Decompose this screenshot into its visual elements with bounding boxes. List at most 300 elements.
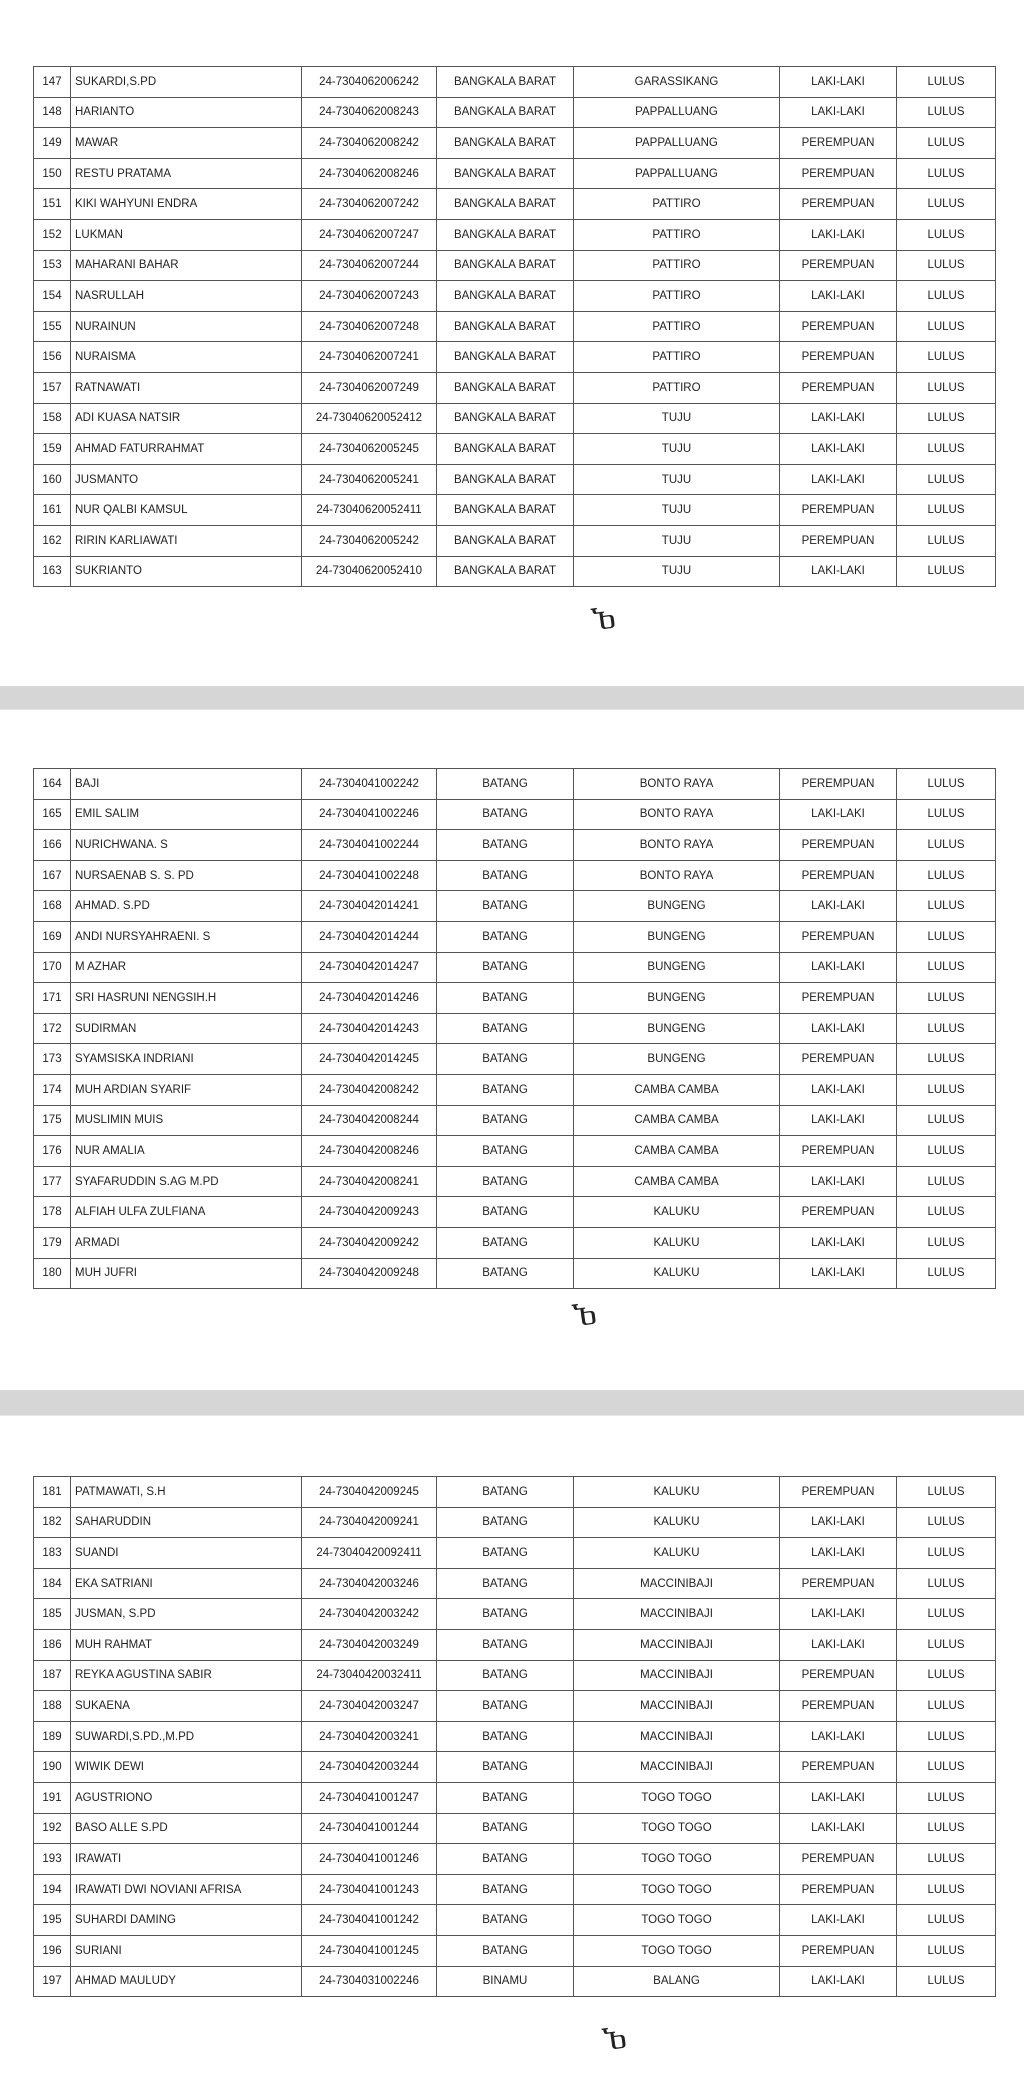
gender-cell: PEREMPUAN xyxy=(780,1197,897,1228)
row-number: 149 xyxy=(34,128,71,159)
participant-name: EMIL SALIM xyxy=(71,799,302,830)
table-row xyxy=(34,1629,996,1660)
table-row xyxy=(34,1844,996,1875)
participant-name: AHMAD MAULUDY xyxy=(71,1966,302,1997)
document-page-2 xyxy=(0,710,1024,1390)
status-cell: LULUS xyxy=(897,97,996,128)
district-cell: BATANG xyxy=(437,1660,574,1691)
participant-number: 24-7304041001242 xyxy=(302,1905,437,1936)
row-number: 179 xyxy=(34,1227,71,1258)
district-cell: BANGKALA BARAT xyxy=(437,250,574,281)
participant-name: SRI HASRUNI NENGSIH.H xyxy=(71,983,302,1014)
participant-name: RATNAWATI xyxy=(71,372,302,403)
gender-cell: PEREMPUAN xyxy=(780,158,897,189)
participant-number: 24-7304042009245 xyxy=(302,1477,437,1508)
village-cell: TOGO TOGO xyxy=(574,1844,780,1875)
participant-number: 24-7304041001243 xyxy=(302,1874,437,1905)
status-cell: LULUS xyxy=(897,891,996,922)
district-cell: BATANG xyxy=(437,1538,574,1569)
district-cell: BATANG xyxy=(437,1691,574,1722)
district-cell: BATANG xyxy=(437,1752,574,1783)
village-cell: PATTIRO xyxy=(574,219,780,250)
village-cell: PATTIRO xyxy=(574,342,780,373)
table-row xyxy=(34,1136,996,1167)
table-row xyxy=(34,1691,996,1722)
village-cell: MACCINIBAJI xyxy=(574,1691,780,1722)
status-cell: LULUS xyxy=(897,952,996,983)
status-cell: LULUS xyxy=(897,1074,996,1105)
district-cell: BANGKALA BARAT xyxy=(437,525,574,556)
row-number: 197 xyxy=(34,1966,71,1997)
participant-number: 24-7304042003242 xyxy=(302,1599,437,1630)
participant-number: 24-7304042014245 xyxy=(302,1044,437,1075)
participant-name: SUHARDI DAMING xyxy=(71,1905,302,1936)
district-cell: BANGKALA BARAT xyxy=(437,128,574,159)
document-page-3 xyxy=(0,1416,1024,2075)
village-cell: TUJU xyxy=(574,464,780,495)
district-cell: BANGKALA BARAT xyxy=(437,372,574,403)
row-number: 190 xyxy=(34,1752,71,1783)
table-row xyxy=(34,1874,996,1905)
status-cell: LULUS xyxy=(897,1258,996,1289)
gender-cell: PEREMPUAN xyxy=(780,1477,897,1508)
district-cell: BANGKALA BARAT xyxy=(437,281,574,312)
village-cell: CAMBA CAMBA xyxy=(574,1136,780,1167)
table-row xyxy=(34,830,996,861)
district-cell: BATANG xyxy=(437,1782,574,1813)
gender-cell: LAKI-LAKI xyxy=(780,1629,897,1660)
gender-cell: PEREMPUAN xyxy=(780,860,897,891)
row-number: 164 xyxy=(34,769,71,800)
table-row xyxy=(34,1166,996,1197)
participant-number: 24-7304062007249 xyxy=(302,372,437,403)
status-cell: LULUS xyxy=(897,1568,996,1599)
status-cell: LULUS xyxy=(897,799,996,830)
participant-number: 24-7304042014247 xyxy=(302,952,437,983)
participant-name: MUH JUFRI xyxy=(71,1258,302,1289)
village-cell: CAMBA CAMBA xyxy=(574,1105,780,1136)
status-cell: LULUS xyxy=(897,921,996,952)
table-row xyxy=(34,891,996,922)
village-cell: MACCINIBAJI xyxy=(574,1752,780,1783)
gender-cell: LAKI-LAKI xyxy=(780,1166,897,1197)
village-cell: MACCINIBAJI xyxy=(574,1629,780,1660)
participant-name: RIRIN KARLIAWATI xyxy=(71,525,302,556)
gender-cell: PEREMPUAN xyxy=(780,128,897,159)
table-row xyxy=(34,1044,996,1075)
table-row xyxy=(34,219,996,250)
gender-cell: LAKI-LAKI xyxy=(780,1782,897,1813)
participant-name: ALFIAH ULFA ZULFIANA xyxy=(71,1197,302,1228)
gender-cell: LAKI-LAKI xyxy=(780,1105,897,1136)
village-cell: BONTO RAYA xyxy=(574,830,780,861)
participant-name: MUH ARDIAN SYARIF xyxy=(71,1074,302,1105)
row-number: 173 xyxy=(34,1044,71,1075)
row-number: 147 xyxy=(34,67,71,98)
village-cell: PAPPALLUANG xyxy=(574,97,780,128)
village-cell: BONTO RAYA xyxy=(574,769,780,800)
district-cell: BANGKALA BARAT xyxy=(437,403,574,434)
village-cell: BUNGENG xyxy=(574,952,780,983)
table-row xyxy=(34,1105,996,1136)
table-row xyxy=(34,952,996,983)
gender-cell: LAKI-LAKI xyxy=(780,799,897,830)
initial-mark: Ⴆ xyxy=(571,1300,599,1334)
participant-name: MAHARANI BAHAR xyxy=(71,250,302,281)
participant-name: AHMAD FATURRAHMAT xyxy=(71,434,302,465)
status-cell: LULUS xyxy=(897,1966,996,1997)
participant-number: 24-7304041002244 xyxy=(302,830,437,861)
district-cell: BATANG xyxy=(437,769,574,800)
gender-cell: PEREMPUAN xyxy=(780,1568,897,1599)
district-cell: BANGKALA BARAT xyxy=(437,311,574,342)
table-row xyxy=(34,372,996,403)
village-cell: TUJU xyxy=(574,556,780,587)
table-row xyxy=(34,1813,996,1844)
participant-name: JUSMAN, S.PD xyxy=(71,1599,302,1630)
gender-cell: PEREMPUAN xyxy=(780,311,897,342)
gender-cell: LAKI-LAKI xyxy=(780,434,897,465)
village-cell: TOGO TOGO xyxy=(574,1813,780,1844)
table-row xyxy=(34,403,996,434)
row-number: 167 xyxy=(34,860,71,891)
gender-cell: LAKI-LAKI xyxy=(780,1074,897,1105)
table-row xyxy=(34,1935,996,1966)
roster-table-page-1 xyxy=(33,66,996,587)
table-row xyxy=(34,1258,996,1289)
district-cell: BATANG xyxy=(437,1258,574,1289)
district-cell: BANGKALA BARAT xyxy=(437,434,574,465)
village-cell: TOGO TOGO xyxy=(574,1874,780,1905)
row-number: 163 xyxy=(34,556,71,587)
gender-cell: PEREMPUAN xyxy=(780,372,897,403)
participant-number: 24-7304042009242 xyxy=(302,1227,437,1258)
row-number: 193 xyxy=(34,1844,71,1875)
village-cell: BUNGENG xyxy=(574,921,780,952)
status-cell: LULUS xyxy=(897,311,996,342)
village-cell: KALUKU xyxy=(574,1197,780,1228)
gender-cell: LAKI-LAKI xyxy=(780,403,897,434)
participant-name: ADI KUASA NATSIR xyxy=(71,403,302,434)
status-cell: LULUS xyxy=(897,1166,996,1197)
participant-name: NURICHWANA. S xyxy=(71,830,302,861)
village-cell: TUJU xyxy=(574,434,780,465)
village-cell: TOGO TOGO xyxy=(574,1782,780,1813)
participant-name: PATMAWATI, S.H xyxy=(71,1477,302,1508)
participant-number: 24-7304062005242 xyxy=(302,525,437,556)
participant-number: 24-7304062005241 xyxy=(302,464,437,495)
row-number: 160 xyxy=(34,464,71,495)
roster-body-page-1 xyxy=(34,67,996,587)
participant-number: 24-7304042003244 xyxy=(302,1752,437,1783)
status-cell: LULUS xyxy=(897,189,996,220)
gender-cell: PEREMPUAN xyxy=(780,1844,897,1875)
village-cell: BONTO RAYA xyxy=(574,860,780,891)
district-cell: BATANG xyxy=(437,1629,574,1660)
district-cell: BATANG xyxy=(437,1044,574,1075)
participant-name: RESTU PRATAMA xyxy=(71,158,302,189)
village-cell: MACCINIBAJI xyxy=(574,1660,780,1691)
participant-number: 24-7304062007243 xyxy=(302,281,437,312)
participant-name: SUANDI xyxy=(71,1538,302,1569)
participant-number: 24-7304062008242 xyxy=(302,128,437,159)
row-number: 155 xyxy=(34,311,71,342)
row-number: 188 xyxy=(34,1691,71,1722)
village-cell: CAMBA CAMBA xyxy=(574,1166,780,1197)
participant-number: 24-73040420032411 xyxy=(302,1660,437,1691)
table-row xyxy=(34,128,996,159)
participant-name: NUR AMALIA xyxy=(71,1136,302,1167)
village-cell: KALUKU xyxy=(574,1507,780,1538)
row-number: 162 xyxy=(34,525,71,556)
participant-name: REYKA AGUSTINA SABIR xyxy=(71,1660,302,1691)
participant-name: NURAINUN xyxy=(71,311,302,342)
village-cell: MACCINIBAJI xyxy=(574,1568,780,1599)
district-cell: BATANG xyxy=(437,921,574,952)
table-row xyxy=(34,1477,996,1508)
district-cell: BATANG xyxy=(437,1874,574,1905)
participant-number: 24-7304062007242 xyxy=(302,189,437,220)
row-number: 195 xyxy=(34,1905,71,1936)
initial-mark: Ⴆ xyxy=(590,604,618,638)
status-cell: LULUS xyxy=(897,1013,996,1044)
participant-name: KIKI WAHYUNI ENDRA xyxy=(71,189,302,220)
village-cell: KALUKU xyxy=(574,1538,780,1569)
village-cell: BUNGENG xyxy=(574,983,780,1014)
status-cell: LULUS xyxy=(897,769,996,800)
gender-cell: LAKI-LAKI xyxy=(780,1507,897,1538)
row-number: 177 xyxy=(34,1166,71,1197)
row-number: 187 xyxy=(34,1660,71,1691)
status-cell: LULUS xyxy=(897,464,996,495)
gender-cell: LAKI-LAKI xyxy=(780,1599,897,1630)
participant-number: 24-7304062007244 xyxy=(302,250,437,281)
row-number: 175 xyxy=(34,1105,71,1136)
participant-number: 24-73040420092411 xyxy=(302,1538,437,1569)
table-row xyxy=(34,342,996,373)
participant-number: 24-7304042003249 xyxy=(302,1629,437,1660)
district-cell: BANGKALA BARAT xyxy=(437,189,574,220)
status-cell: LULUS xyxy=(897,128,996,159)
status-cell: LULUS xyxy=(897,342,996,373)
district-cell: BANGKALA BARAT xyxy=(437,495,574,526)
village-cell: PATTIRO xyxy=(574,281,780,312)
district-cell: BANGKALA BARAT xyxy=(437,556,574,587)
village-cell: TUJU xyxy=(574,403,780,434)
participant-number: 24-7304062005245 xyxy=(302,434,437,465)
row-number: 184 xyxy=(34,1568,71,1599)
participant-number: 24-7304031002246 xyxy=(302,1966,437,1997)
gender-cell: PEREMPUAN xyxy=(780,1044,897,1075)
status-cell: LULUS xyxy=(897,1136,996,1167)
village-cell: BONTO RAYA xyxy=(574,799,780,830)
district-cell: BATANG xyxy=(437,1227,574,1258)
page-separator xyxy=(0,1390,1024,1416)
participant-number: 24-7304042014246 xyxy=(302,983,437,1014)
gender-cell: LAKI-LAKI xyxy=(780,67,897,98)
district-cell: BATANG xyxy=(437,952,574,983)
village-cell: KALUKU xyxy=(574,1477,780,1508)
status-cell: LULUS xyxy=(897,281,996,312)
row-number: 194 xyxy=(34,1874,71,1905)
row-number: 159 xyxy=(34,434,71,465)
participant-name: SUKRIANTO xyxy=(71,556,302,587)
participant-number: 24-7304042008244 xyxy=(302,1105,437,1136)
district-cell: BATANG xyxy=(437,1568,574,1599)
village-cell: TOGO TOGO xyxy=(574,1935,780,1966)
table-row xyxy=(34,1074,996,1105)
roster-body-page-2 xyxy=(34,769,996,1289)
status-cell: LULUS xyxy=(897,1227,996,1258)
participant-name: MUSLIMIN MUIS xyxy=(71,1105,302,1136)
status-cell: LULUS xyxy=(897,219,996,250)
district-cell: BATANG xyxy=(437,1136,574,1167)
status-cell: LULUS xyxy=(897,1044,996,1075)
village-cell: PATTIRO xyxy=(574,311,780,342)
row-number: 182 xyxy=(34,1507,71,1538)
gender-cell: LAKI-LAKI xyxy=(780,281,897,312)
participant-name: NURSAENAB S. S. PD xyxy=(71,860,302,891)
status-cell: LULUS xyxy=(897,525,996,556)
village-cell: KALUKU xyxy=(574,1227,780,1258)
roster-table-page-2 xyxy=(33,768,996,1289)
gender-cell: LAKI-LAKI xyxy=(780,556,897,587)
row-number: 150 xyxy=(34,158,71,189)
document-page-1 xyxy=(0,0,1024,686)
participant-name: IRAWATI xyxy=(71,1844,302,1875)
village-cell: TUJU xyxy=(574,495,780,526)
gender-cell: LAKI-LAKI xyxy=(780,97,897,128)
row-number: 172 xyxy=(34,1013,71,1044)
participant-name: BASO ALLE S.PD xyxy=(71,1813,302,1844)
status-cell: LULUS xyxy=(897,860,996,891)
row-number: 178 xyxy=(34,1197,71,1228)
district-cell: BATANG xyxy=(437,1197,574,1228)
roster-table-page-3 xyxy=(33,1476,996,1997)
status-cell: LULUS xyxy=(897,1691,996,1722)
status-cell: LULUS xyxy=(897,1813,996,1844)
status-cell: LULUS xyxy=(897,372,996,403)
gender-cell: PEREMPUAN xyxy=(780,342,897,373)
table-row xyxy=(34,1507,996,1538)
status-cell: LULUS xyxy=(897,1935,996,1966)
participant-number: 24-7304041001245 xyxy=(302,1935,437,1966)
participant-number: 24-73040620052410 xyxy=(302,556,437,587)
status-cell: LULUS xyxy=(897,1844,996,1875)
row-number: 181 xyxy=(34,1477,71,1508)
table-row xyxy=(34,556,996,587)
table-row xyxy=(34,311,996,342)
row-number: 196 xyxy=(34,1935,71,1966)
district-cell: BATANG xyxy=(437,1166,574,1197)
participant-name: IRAWATI DWI NOVIANI AFRISA xyxy=(71,1874,302,1905)
district-cell: BATANG xyxy=(437,1844,574,1875)
participant-number: 24-7304042014243 xyxy=(302,1013,437,1044)
participant-name: ARMADI xyxy=(71,1227,302,1258)
gender-cell: PEREMPUAN xyxy=(780,250,897,281)
row-number: 186 xyxy=(34,1629,71,1660)
village-cell: BUNGENG xyxy=(574,891,780,922)
table-row xyxy=(34,525,996,556)
participant-number: 24-7304042003247 xyxy=(302,1691,437,1722)
participant-number: 24-7304062007247 xyxy=(302,219,437,250)
row-number: 151 xyxy=(34,189,71,220)
participant-name: NASRULLAH xyxy=(71,281,302,312)
participant-number: 24-7304041001246 xyxy=(302,1844,437,1875)
village-cell: BALANG xyxy=(574,1966,780,1997)
row-number: 156 xyxy=(34,342,71,373)
village-cell: GARASSIKANG xyxy=(574,67,780,98)
village-cell: TUJU xyxy=(574,525,780,556)
status-cell: LULUS xyxy=(897,67,996,98)
gender-cell: PEREMPUAN xyxy=(780,1935,897,1966)
row-number: 148 xyxy=(34,97,71,128)
village-cell: PATTIRO xyxy=(574,189,780,220)
initial-mark: Ⴆ xyxy=(601,2024,629,2058)
participant-name: AGUSTRIONO xyxy=(71,1782,302,1813)
gender-cell: PEREMPUAN xyxy=(780,1874,897,1905)
district-cell: BATANG xyxy=(437,1507,574,1538)
participant-name: HARIANTO xyxy=(71,97,302,128)
participant-name: SYAMSISKA INDRIANI xyxy=(71,1044,302,1075)
table-row xyxy=(34,1905,996,1936)
participant-number: 24-7304042008246 xyxy=(302,1136,437,1167)
gender-cell: LAKI-LAKI xyxy=(780,219,897,250)
district-cell: BATANG xyxy=(437,860,574,891)
participant-number: 24-7304042008241 xyxy=(302,1166,437,1197)
table-row xyxy=(34,860,996,891)
table-row xyxy=(34,1568,996,1599)
row-number: 171 xyxy=(34,983,71,1014)
table-row xyxy=(34,799,996,830)
gender-cell: PEREMPUAN xyxy=(780,830,897,861)
participant-number: 24-7304042009248 xyxy=(302,1258,437,1289)
participant-number: 24-7304041001244 xyxy=(302,1813,437,1844)
participant-name: SUWARDI,S.PD.,M.PD xyxy=(71,1721,302,1752)
row-number: 154 xyxy=(34,281,71,312)
participant-number: 24-7304062008243 xyxy=(302,97,437,128)
status-cell: LULUS xyxy=(897,403,996,434)
participant-number: 24-7304042014244 xyxy=(302,921,437,952)
district-cell: BATANG xyxy=(437,1905,574,1936)
participant-number: 24-7304042003246 xyxy=(302,1568,437,1599)
roster-body-page-3 xyxy=(34,1477,996,1997)
row-number: 158 xyxy=(34,403,71,434)
table-row xyxy=(34,434,996,465)
table-row xyxy=(34,1721,996,1752)
gender-cell: PEREMPUAN xyxy=(780,525,897,556)
status-cell: LULUS xyxy=(897,1752,996,1783)
participant-name: JUSMANTO xyxy=(71,464,302,495)
table-row xyxy=(34,1966,996,1997)
row-number: 166 xyxy=(34,830,71,861)
table-row xyxy=(34,921,996,952)
participant-name: M AZHAR xyxy=(71,952,302,983)
district-cell: BANGKALA BARAT xyxy=(437,67,574,98)
table-row xyxy=(34,1752,996,1783)
gender-cell: LAKI-LAKI xyxy=(780,952,897,983)
participant-number: 24-7304062007248 xyxy=(302,311,437,342)
gender-cell: LAKI-LAKI xyxy=(780,1721,897,1752)
status-cell: LULUS xyxy=(897,1599,996,1630)
participant-number: 24-7304042009241 xyxy=(302,1507,437,1538)
gender-cell: LAKI-LAKI xyxy=(780,1258,897,1289)
district-cell: BATANG xyxy=(437,1813,574,1844)
participant-name: WIWIK DEWI xyxy=(71,1752,302,1783)
participant-number: 24-7304042008242 xyxy=(302,1074,437,1105)
district-cell: BATANG xyxy=(437,799,574,830)
status-cell: LULUS xyxy=(897,250,996,281)
